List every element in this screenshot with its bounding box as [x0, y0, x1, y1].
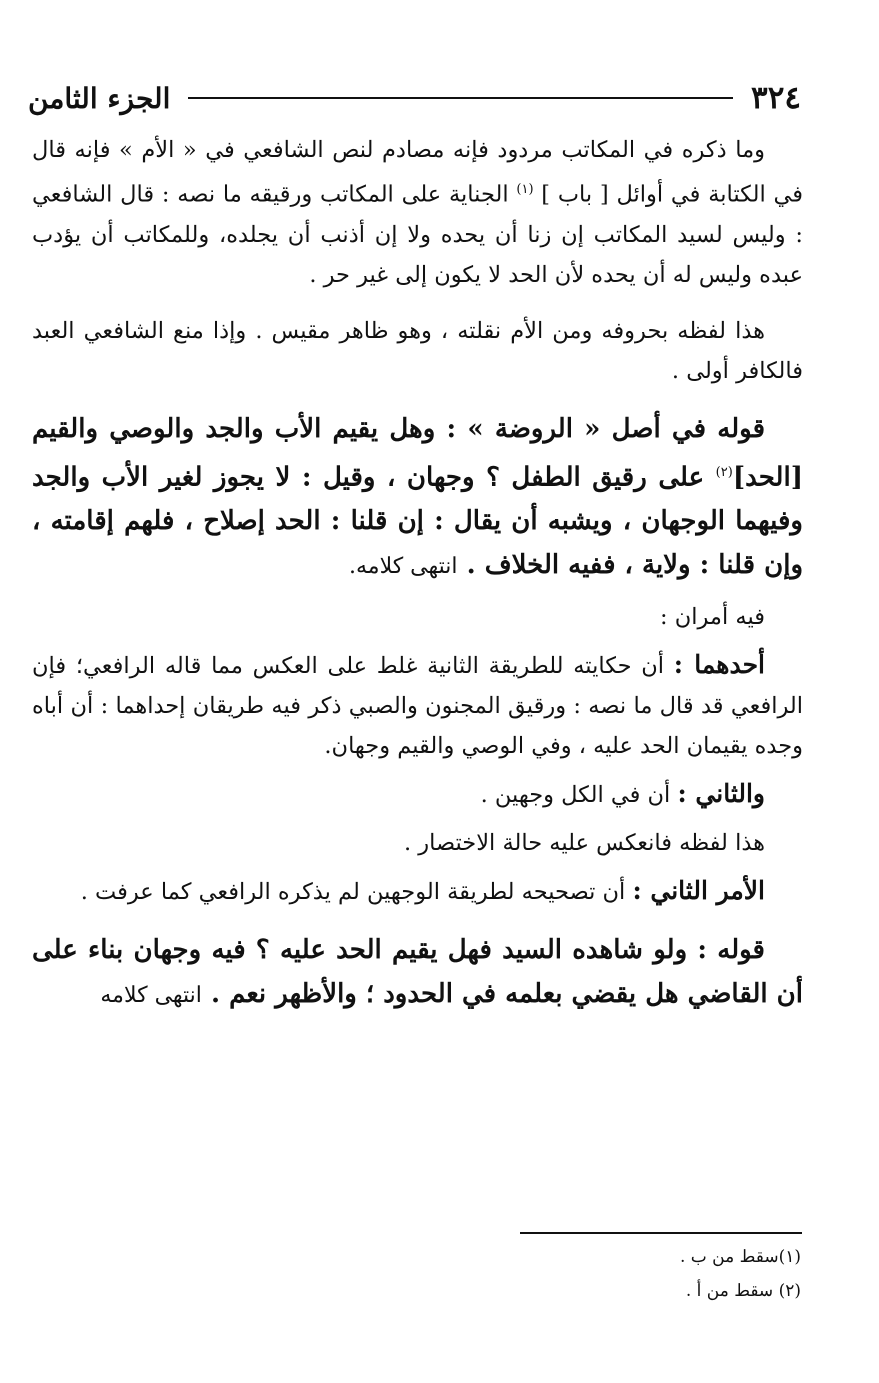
paragraph-8-text: أن تصحيحه لطريقة الوجهين لم يذكره الرافعي كما عرفت . — [80, 879, 626, 906]
paragraph-6-text: أن في الكل وجهين . — [480, 782, 671, 809]
footnote-ref-1: (١) — [516, 182, 534, 197]
paragraph-6 — [32, 774, 803, 815]
footnotes — [680, 1240, 801, 1308]
paragraph-4: فيه أمران : — [660, 604, 765, 631]
paragraph-5-lead: أحدهما : — [673, 650, 765, 680]
page-body — [32, 130, 803, 1018]
paragraph-9-tail: انتهى كلامه — [100, 983, 202, 1009]
running-title: الجزء الثامن — [28, 81, 171, 115]
footnote-rule — [520, 1232, 802, 1234]
paragraph-1 — [32, 130, 803, 295]
paragraph-8 — [32, 871, 803, 912]
page-header — [28, 78, 801, 118]
page-number: ٣٢٤ — [751, 80, 801, 116]
paragraph-3-text-b: على رقيق الطفل ؟ وجهان ، وقيل : لا يجوز لغير الأب والجد وفيهما الوجهان ، ويشبه أن يقال : إن قلنا : الحد إصلاح ، فلهم إقامته ، وإن قلنا : ولاية ، ففيه الخلاف . — [32, 462, 803, 581]
paragraph-6-lead: والثاني : — [677, 779, 765, 809]
paragraph-2: هذا لفظه بحروفه ومن الأم نقلته ، وهو ظاهر مقيس . وإذا منع الشافعي العبد فالكافر أولى . — [32, 317, 803, 384]
header-rule — [188, 97, 733, 99]
paragraph-5 — [32, 645, 803, 766]
paragraph-3-tail: انتهى كلامه. — [349, 554, 458, 580]
paragraph-1-text: وما ذكره في المكاتب مردود فإنه مصادم لنص الشافعي في « الأم » فإنه قال في الكتابة في أوائل [ باب ] — [32, 137, 803, 208]
paragraph-5-text: أن حكايته للطريقة الثانية غلط على العكس مما قاله الرافعي؛ فإن الرافعي قد قال ما نصه : ورقيق المجنون والصبي ذكر فيه طريقان إحداهما : أن أباه وجده يقيمان الحد عليه ، وفي الوصي والقيم وجهان. — [32, 653, 803, 760]
paragraph-8-lead: الأمر الثاني : — [632, 876, 765, 906]
paragraph-7: هذا لفظه فانعكس عليه حالة الاختصار . — [403, 830, 765, 857]
paragraph-3 — [32, 407, 803, 590]
paragraph-1-rest: الجناية على المكاتب ورقيقه ما نصه : قال الشافعي : وليس لسيد المكاتب إن زنا أن يحده ولا إن أذنب أن يجلده، وللمكاتب أن يؤدب عبده وليس له أن يحده لأن الحد لا يكون إلى غير حر . — [32, 181, 803, 288]
footnote-ref-2: (٢) — [715, 464, 733, 480]
paragraph-9 — [32, 928, 803, 1018]
paragraph-9-text: قوله : ولو شاهده السيد فهل يقيم الحد عليه ؟ فيه وجهان بناء على أن القاضي هل يقضي بعلمه في الحدود ؛ والأظهر نعم . — [32, 935, 803, 1010]
footnote-1: (١)سقط من ب . — [679, 1247, 801, 1267]
footnote-2: (٢) سقط من أ . — [685, 1281, 801, 1301]
paragraph-3-text-a: قوله في أصل « الروضة » : وهل يقيم الأب والجد والوصي والقيم [الحد] — [32, 413, 803, 493]
